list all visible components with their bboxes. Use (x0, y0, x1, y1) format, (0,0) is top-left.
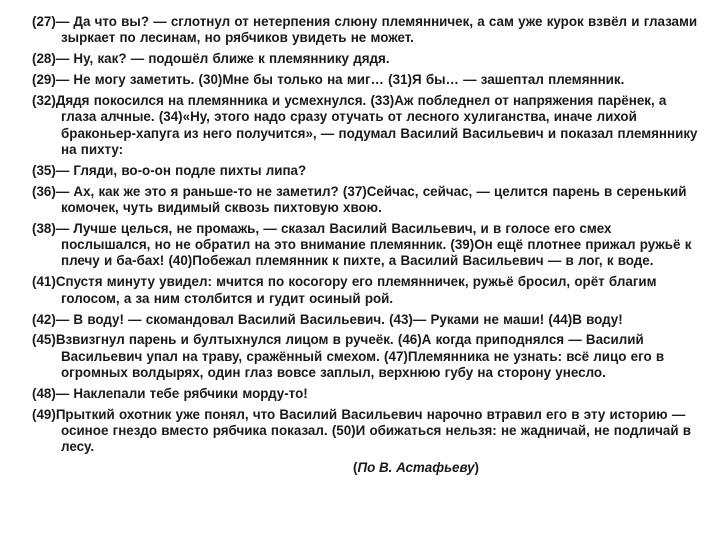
paragraph-45: (45)Взвизгнул парень и бултыхнулся лицом в ручеёк. (46)А когда приподнялся — Василий Васильевич упал на траву, сражённый смехом. (47)Племянника не узнать: всё лицо его в огромных волдырях, один глаз вовсе заплыл, верхнюю губу на сторону унесло. (32, 332, 665, 380)
paragraph-32: (32)Дядя покосился на племянника и усмехнулся. (33)Аж побледнел от напряжения парёнек, а глаза алчные. (34)«Ну, этого надо сразу отучать от лесного хулиганства, иначе лихой браконьер-хапуга из него получится», — подумал Василий Васильевич и показал племяннику на пихту: (32, 92, 698, 157)
paragraph-41: (41)Спустя минуту увидел: мчится по косогору его племянничек, ружьё бросил, орёт благим голосом, а за ним столбится и гудит осиный рой. (32, 274, 657, 306)
paragraph-49: (49)Прыткий охотник уже понял, что Василий Васильевич нарочно втравил его в эту историю — осиное гнездо вместо рябчика показал. (50)И обижаться нельзя: не жадничай, не подличай в лесу. (32, 406, 692, 455)
paragraph-36: (36)— Ах, как же это я раньше-то не заметил? (37)Сейчас, сейчас, — целится парень в серенький комочек, чуть видимый сквозь пихтовую хвою. (32, 183, 687, 215)
paragraph-48: (48)— Наклепали тебе рябчики морду-то! (32, 385, 308, 401)
paragraph-42: (42)— В воду! — скомандовал Василий Васильевич. (43)— Руками не маши! (44)В воду! (32, 311, 623, 327)
document-text (32, 14, 700, 477)
paragraph-35: (35)— Гляди, во-о-он подле пихты липа? (32, 162, 307, 178)
paragraph-29: (29)— Не могу заметить. (30)Мне бы только на миг… (31)Я бы… — зашептал племянник. (32, 72, 625, 88)
paragraph-27: (27)— Да что вы? — сглотнул от нетерпения слюну племянничек, а сам уже курок взвёл и глазами зыркает по лесинам, но рябчиков увидеть не может. (32, 14, 698, 46)
attribution-author: По В. Астафьеву (357, 460, 475, 476)
attribution-close-paren: ) (474, 460, 479, 476)
paragraph-28: (28)— Ну, как? — подошёл ближе к племяннику дядя. (32, 51, 390, 67)
attribution-open-paren: ( (353, 460, 358, 476)
attribution (32, 460, 700, 476)
paragraph-38: (38)— Лучше целься, не промажь, — сказал Василий Васильевич, и в голосе его смех послышался, но не обратил на это внимание племянник. (39)Он ещё плотнее прижал ружьё к плечу и ба-бах! (40)Побежал племянник к пихте, а Василий Васильевич — в лог, к воде. (32, 220, 692, 269)
